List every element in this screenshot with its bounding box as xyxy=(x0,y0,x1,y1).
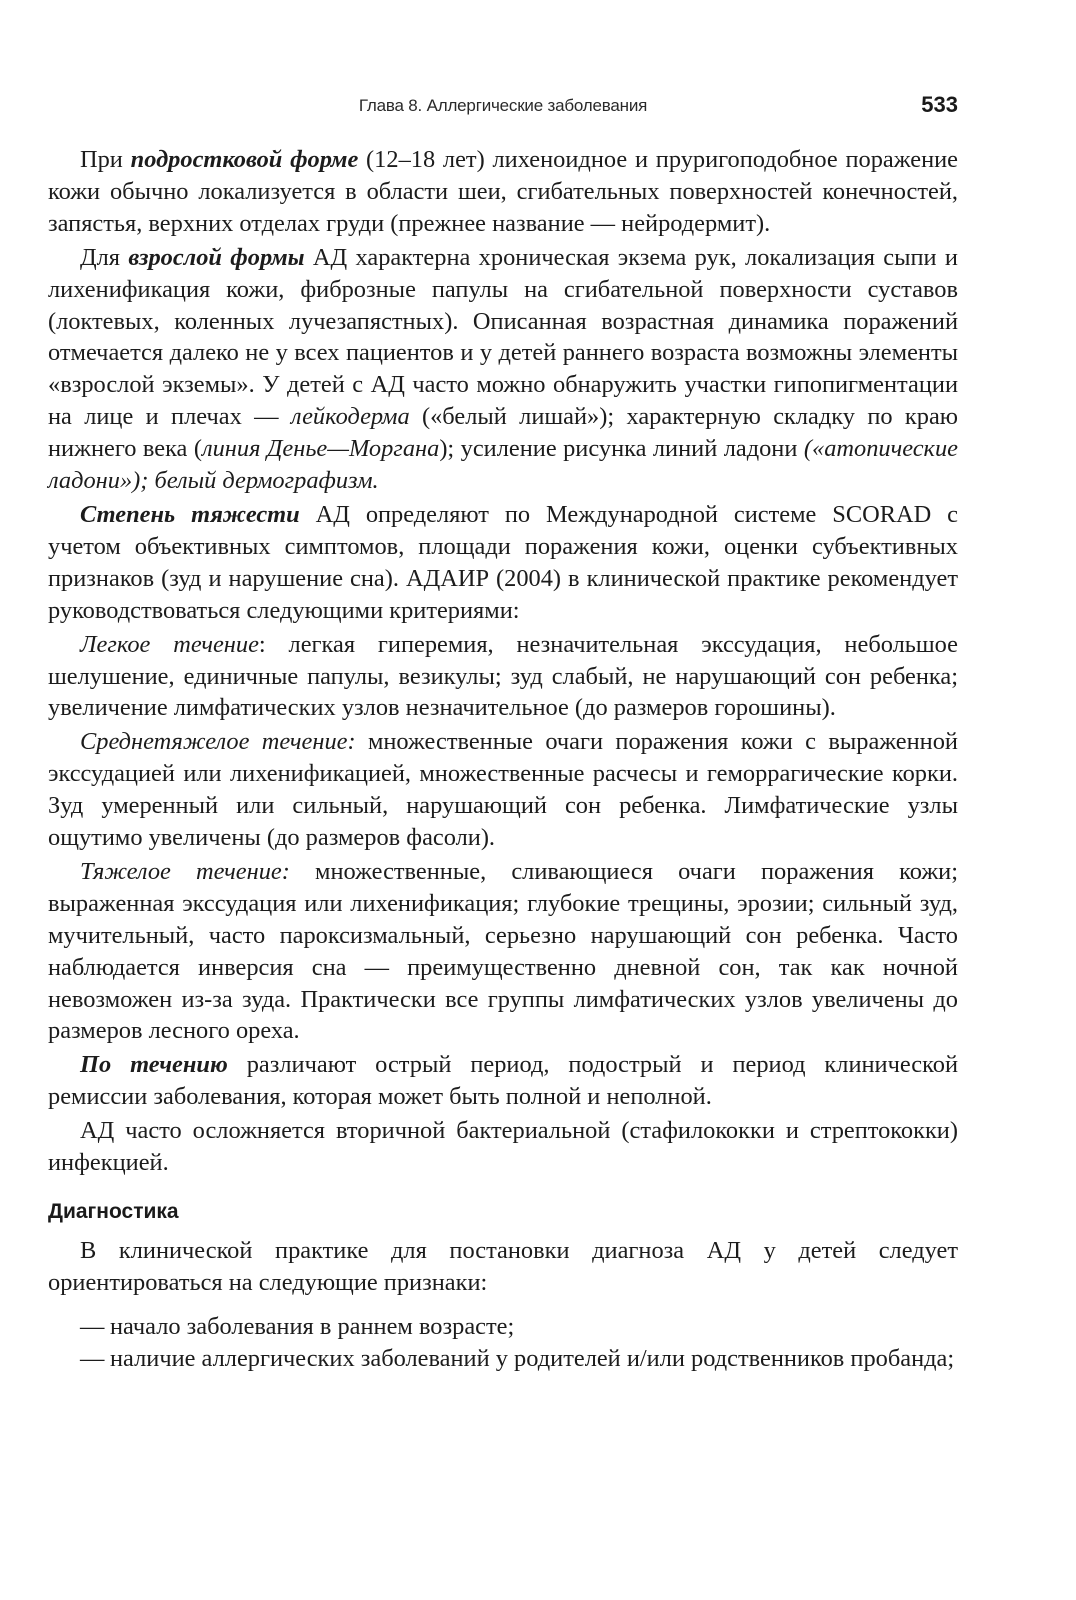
text-run: различают острый период, подострый и период клинической ремиссии заболевания, которая может быть полной и неполной. xyxy=(48,1051,958,1111)
italic-term: Среднетяжелое течение: xyxy=(80,728,356,756)
paragraph-adult-form xyxy=(48,242,958,497)
emphasis-term: подростковой форме xyxy=(130,146,359,173)
text-run: АД определяют по Международной системе SCORAD с учетом объективных симптомов, площади поражения кожи, оценки субъективных признаков (зуд и нарушение сна). АДАИР (2004) в клинической практике рекомендует руководствоваться следующими критериями: xyxy=(48,500,958,624)
italic-term: («атопические ладони»); белый дермографизм. xyxy=(48,435,958,495)
list-item-text: наличие аллергических заболеваний у родителей и/или родственников пробанда; xyxy=(110,1344,955,1372)
dash-marker: — xyxy=(80,1344,105,1372)
paragraph-complications xyxy=(48,1115,958,1179)
text-run: Для xyxy=(80,243,129,271)
italic-term: лейкодерма xyxy=(290,403,410,431)
criteria-list xyxy=(48,1311,958,1375)
text-run: множественные очаги поражения кожи с выраженной экссудацией или лихенификацией, множественные расчесы и геморрагические корки. Зуд умеренный или сильный, нарушающий сон ребенка. Лимфатические узлы ощутимо увеличены (до размеров фасоли). xyxy=(48,728,958,852)
list-item-text: начало заболевания в раннем возрасте; xyxy=(110,1312,515,1340)
paragraph-course xyxy=(48,1049,958,1113)
paragraph-adolescent-form xyxy=(48,144,958,240)
section-heading: Диагностика xyxy=(48,1200,179,1223)
text-run: АД характерна хроническая экзема рук, локализация сыпи и лихенификация кожи, фиброзные папулы на сгибательной поверхности суставов (локтевых, коленных лучезапястных). Описанная возрастная динамика поражений отмечается далеко не у всех пациентов и у детей раннего возраста возможны элементы «взрослой экземы». У детей с АД часто можно обнаружить участки гипопигментации на лице и плечах — xyxy=(48,243,958,431)
emphasis-term: По течению xyxy=(80,1051,228,1079)
paragraph-moderate-course xyxy=(48,726,958,854)
paragraph-mild-course xyxy=(48,629,958,725)
page-body xyxy=(48,144,958,1375)
running-head: Глава 8. Аллергические заболевания xyxy=(358,96,648,115)
dash-marker: — xyxy=(80,1312,105,1340)
italic-term: линия Денье—Моргана xyxy=(201,435,440,463)
paragraph-severe-course xyxy=(48,856,958,1047)
text-run: При xyxy=(80,146,131,173)
emphasis-term: Степень тяжести xyxy=(80,500,300,528)
list-item xyxy=(48,1343,958,1375)
paragraph-diagnosis-intro: В клинической практике для постановки диагноза АД у детей следует ориентироваться на следующие признаки: xyxy=(48,1237,958,1296)
text-run: множественные, сливающиеся очаги поражения кожи; выраженная экссудация или лихенификация; глубокие трещины, эрозии; сильный зуд, мучительный, часто пароксизмальный, серьезно нарушающий сон ребенка. Часто наблюдается инверсия сна — преимущественно дневной сон, так как ночной невозможен из-за зуда. Практически все группы лимфатических узлов увеличены до размеров лесного ореха. xyxy=(48,857,958,1045)
text-run: («белый лишай»); характерную складку по краю нижнего века ( xyxy=(48,403,958,463)
paragraph-severity xyxy=(48,499,958,627)
text-run: : легкая гиперемия, незначительная экссудация, небольшое шелушение, единичные папулы, везикулы; зуд слабый, не нарушающий сон ребенка; увеличение лимфатических узлов незначительное (до размеров горошины). xyxy=(48,630,958,722)
text-run: АД часто осложняется вторичной бактериальной (стафилококки и стрептококки) инфекцией. xyxy=(48,1117,958,1177)
text-run: (12–18 лет) лихеноидное и пруригоподобное поражение кожи обычно локализуется в области шеи, сгибательных поверхностей конечностей, запястья, верхних отделах груди (прежнее название — нейродермит). xyxy=(48,146,958,237)
text-run: ); усиление рисунка линий ладони xyxy=(439,435,804,463)
page-number: 533 xyxy=(921,92,958,117)
page-header xyxy=(48,92,958,122)
list-item xyxy=(48,1311,958,1343)
italic-term: Легкое течение xyxy=(80,630,259,658)
italic-term: Тяжелое течение: xyxy=(80,857,290,885)
emphasis-term: взрослой формы xyxy=(128,243,305,271)
